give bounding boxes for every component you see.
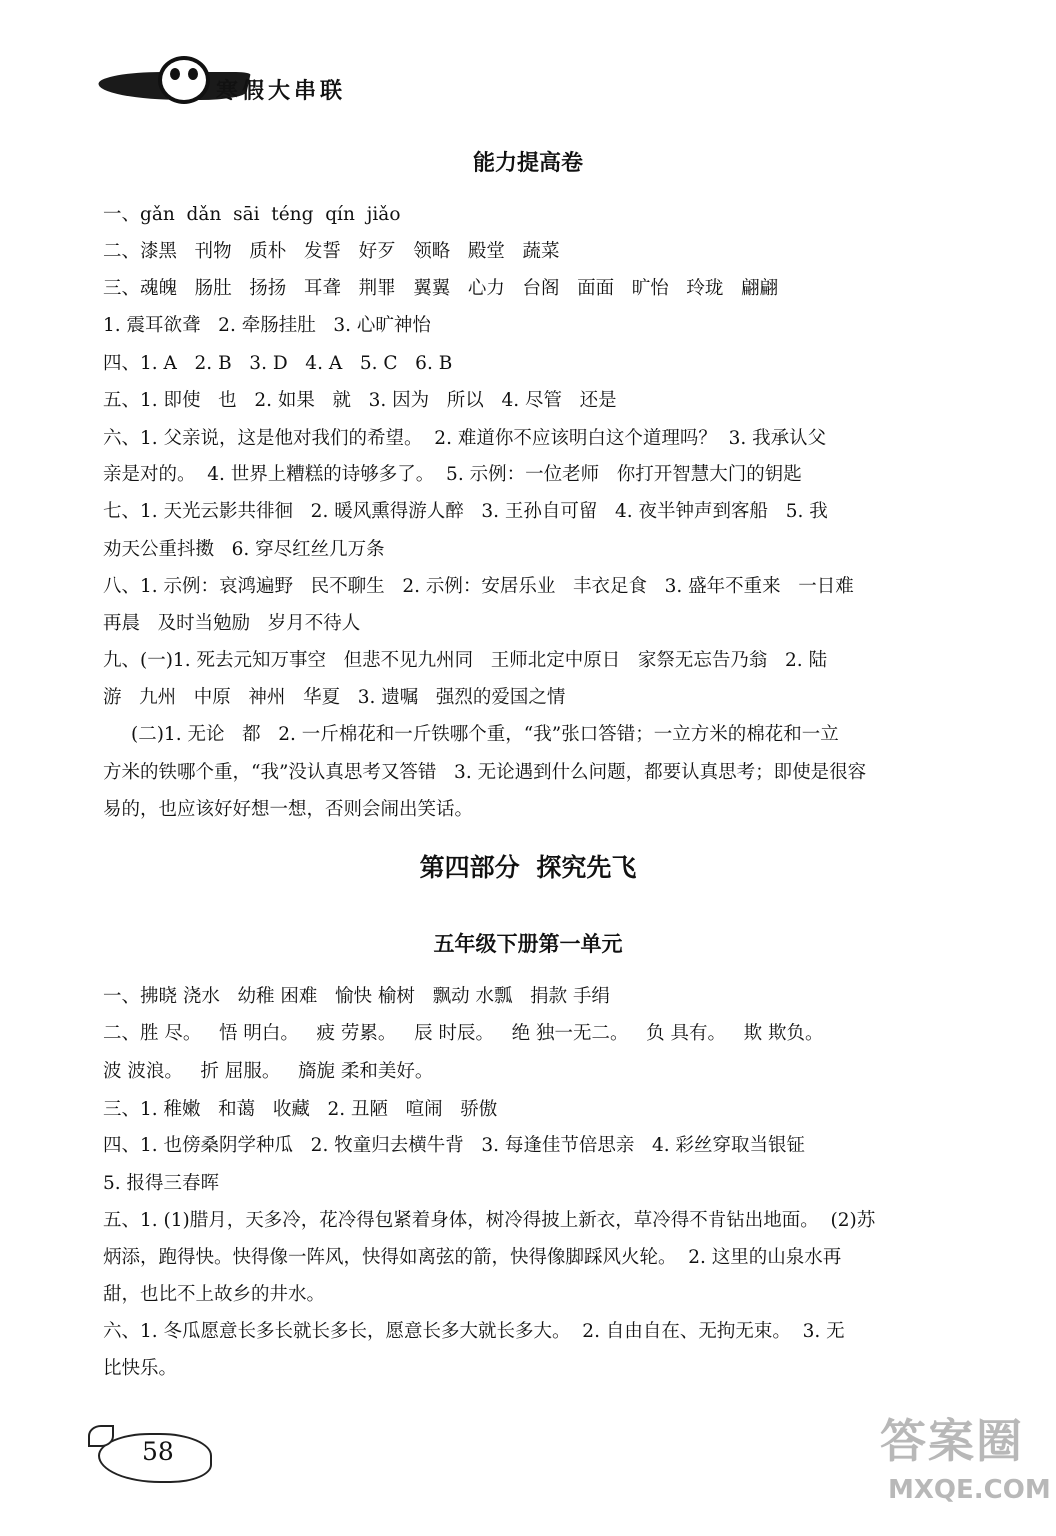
watermark xyxy=(880,1405,1051,1525)
answer-line: 游 九州 中原 神州 华夏 3. 遗嘱 强烈的爱国之情 xyxy=(103,687,566,708)
answer-line: 甜，也比不上故乡的井水。 xyxy=(103,1284,326,1305)
answer-line: 劝天公重抖擞 6. 穿尽红丝几万条 xyxy=(103,539,385,560)
answer-line: 5. 报得三春晖 xyxy=(103,1173,220,1194)
part-title: 第四部分 探究先飞 xyxy=(419,853,637,882)
page-number: 58 xyxy=(142,1437,174,1466)
answer-line: 四、1. 也傍桑阴学种瓜 2. 牧童归去横牛背 3. 每逢佳节倍思亲 4. 彩丝穿取当银钲 xyxy=(103,1135,806,1156)
answer-line: 易的，也应该好好想一想，否则会闹出笑话。 xyxy=(103,799,474,820)
answer-line: 七、1. 天光云影共徘徊 2. 暖风熏得游人醉 3. 王孙自可留 4. 夜半钟声到客船 5. 我 xyxy=(103,501,828,522)
watermark-url: MXQE.COM xyxy=(888,1475,1051,1505)
answer-line: 再晨 及时当勉励 岁月不待人 xyxy=(103,613,361,634)
watermark-text: 答案圈 xyxy=(880,1414,1024,1468)
answer-line: 亲是对的。 4. 世界上糟糕的诗够多了。 5. 示例：一位老师 你打开智慧大门的钥匙 xyxy=(103,464,802,485)
answer-line: 六、1. 冬瓜愿意长多长就长多长，愿意长多大就长多大。 2. 自由自在、无拘无束。 3. 无 xyxy=(103,1321,845,1342)
answer-line: 四、1. A 2. B 3. D 4. A 5. C 6. B xyxy=(103,353,453,374)
whale-tail-icon xyxy=(88,1425,114,1447)
unit-title: 五年级下册第一单元 xyxy=(433,932,623,956)
answer-line: 三、魂魄 肠肚 扬扬 耳聋 荆罪 翼翼 心力 台阁 面面 旷怡 玲珑 翩翩 xyxy=(103,278,779,299)
answer-line: 五、1. 即使 也 2. 如果 就 3. 因为 所以 4. 尽管 还是 xyxy=(103,390,617,411)
answer-line: 六、1. 父亲说，这是他对我们的希望。 2. 难道你不应该明白这个道理吗？ 3. 我承认父 xyxy=(103,428,827,449)
answer-line: 五、1. (1)腊月，天多冷，花冷得包紧着身体，树冷得披上新衣，草冷得不肯钻出地面。 (2)苏 xyxy=(103,1210,876,1231)
answer-line: 波 波浪。 折 屈服。 旖旎 柔和美好。 xyxy=(103,1061,434,1082)
answer-line: 方米的铁哪个重，“我”没认真思考又答错 3. 无论遇到什么问题，都要认真思考；即使是很容 xyxy=(103,762,867,783)
answer-line: 比快乐。 xyxy=(103,1358,178,1379)
section-title-ability: 能力提高卷 xyxy=(472,151,583,176)
answer-line: 三、1. 稚嫩 和蔼 收藏 2. 丑陋 喧闹 骄傲 xyxy=(103,1099,498,1120)
page-footer xyxy=(88,1415,228,1495)
book-series-title: 寒假大串联 xyxy=(216,78,347,104)
answer-line: 二、胜 尽。 悟 明白。 疲 劳累。 辰 时辰。 绝 独一无二。 负 具有。 欺 欺负。 xyxy=(103,1023,824,1044)
answer-line: 一、拂晓 浇水 幼稚 困难 愉快 榆树 飘动 水瓢 捐款 手绢 xyxy=(103,986,610,1007)
answer-line: 二、漆黑 刊物 质朴 发誓 好歹 领略 殿堂 蔬菜 xyxy=(103,241,560,262)
answer-line: (二)1. 无论 都 2. 一斤棉花和一斤铁哪个重，“我”张口答错；一立方米的棉花和一立 xyxy=(131,724,839,745)
answer-line: 九、(一)1. 死去元知万事空 但悲不见九州同 王师北定中原日 家祭无忘告乃翁 2. 陆 xyxy=(103,650,828,671)
answer-line: 八、1. 示例：哀鸿遍野 民不聊生 2. 示例：安居乐业 丰衣足食 3. 盛年不重来 一日难 xyxy=(103,576,854,597)
book-header xyxy=(98,50,358,120)
answer-line: 一、gǎn dǎn sāi téng qín jiǎo xyxy=(103,204,401,225)
answer-line: 炳添，跑得快。快得像一阵风，快得如离弦的箭，快得像脚踩风火轮。 2. 这里的山泉水再 xyxy=(103,1247,842,1268)
panda-icon xyxy=(158,56,210,104)
answer-line: 1. 震耳欲聋 2. 牵肠挂肚 3. 心旷神怡 xyxy=(103,315,431,336)
